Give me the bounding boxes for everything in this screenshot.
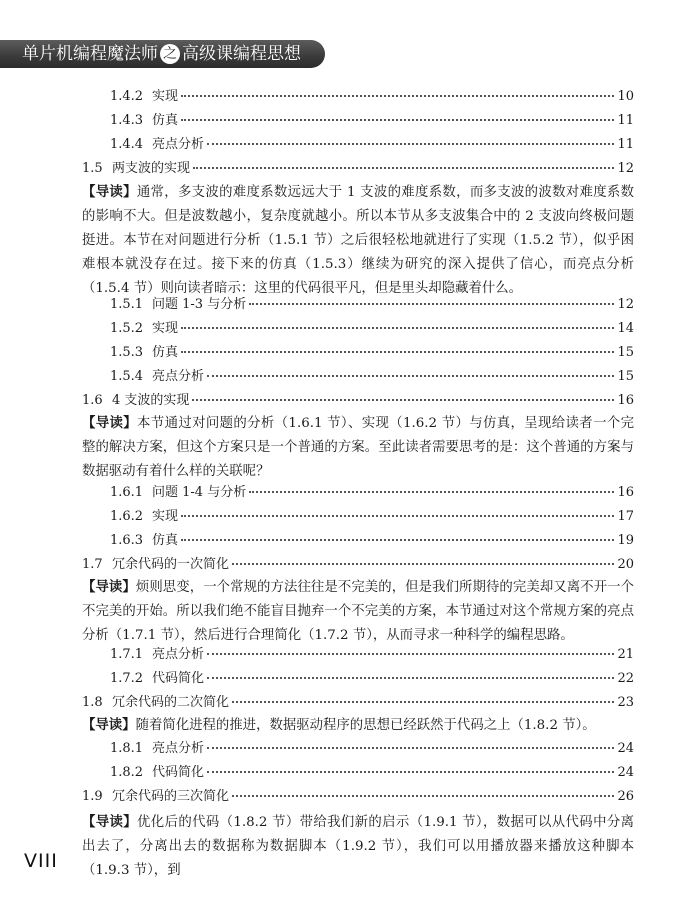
toc-entry-number: 1.8.2 <box>110 765 144 780</box>
toc-entry-page: 24 <box>617 765 634 780</box>
toc-guide-paragraph <box>82 411 634 484</box>
header-title-mid: 之 <box>160 44 180 64</box>
toc-entry-number: 1.5.2 <box>110 321 144 336</box>
toc-subsection-entry[interactable] <box>110 368 634 386</box>
toc-entry-title: 亮点分析 <box>152 137 205 152</box>
header-title-right: 高级课编程思想 <box>182 44 301 64</box>
toc-entry-page: 24 <box>617 741 634 756</box>
toc-dot-leader <box>207 143 614 145</box>
toc-entry-title: 实现 <box>152 321 179 336</box>
toc-entry-number: 1.4.2 <box>110 89 144 104</box>
header-title-left: 单片机编程魔法师 <box>22 44 158 64</box>
toc-entry-page: 20 <box>617 557 634 572</box>
toc-dot-leader <box>232 563 614 565</box>
toc-dot-leader <box>193 167 614 169</box>
toc-entry-number: 1.5.4 <box>110 369 144 384</box>
toc-subsection-entry[interactable] <box>110 136 634 154</box>
toc-entry-page: 10 <box>617 89 634 104</box>
toc-entry-number: 1.8.1 <box>110 741 144 756</box>
toc-subsection-entry[interactable] <box>110 88 634 106</box>
toc-entry-number: 1.6.1 <box>110 485 144 500</box>
toc-entry-title: 实现 <box>152 509 179 524</box>
toc-subsection-entry[interactable] <box>110 646 634 664</box>
toc-entry-page: 16 <box>617 485 634 500</box>
toc-subsection-entry[interactable] <box>110 670 634 688</box>
toc-entry-title: 亮点分析 <box>152 369 205 384</box>
toc-section-entry[interactable] <box>82 788 634 806</box>
toc-entry-page: 23 <box>617 695 634 710</box>
toc-entry-title: 问题 1-4 与分析 <box>152 485 247 500</box>
toc-subsection-entry[interactable] <box>110 344 634 362</box>
toc-subsection-entry[interactable] <box>110 532 634 550</box>
toc-entry-title: 仿真 <box>152 345 179 360</box>
guide-tag: 【导读】 <box>82 184 137 200</box>
guide-tag: 【导读】 <box>82 814 138 830</box>
toc-entry-title: 亮点分析 <box>152 647 205 662</box>
toc-entry-page: 11 <box>617 113 634 128</box>
toc-dot-leader <box>249 491 614 493</box>
toc-entry-page: 17 <box>617 509 634 524</box>
toc-entry-page: 16 <box>617 393 634 408</box>
toc-entry-number: 1.5.1 <box>110 297 144 312</box>
toc-entry-page: 14 <box>617 321 634 336</box>
toc-entry-number: 1.7.1 <box>110 647 144 662</box>
toc-dot-leader <box>207 771 614 773</box>
toc-dot-leader <box>181 327 614 329</box>
toc-entry-page: 12 <box>617 297 634 312</box>
toc-entry-page: 11 <box>617 137 634 152</box>
toc-dot-leader <box>181 119 614 121</box>
toc-entry-number: 1.4.4 <box>110 137 144 152</box>
toc-entry-number: 1.6 <box>82 393 103 408</box>
toc-section-entry[interactable] <box>82 160 634 178</box>
toc-entry-page: 12 <box>617 161 634 176</box>
toc-entry-page: 26 <box>617 789 634 804</box>
toc-entry-title: 4 支波的实现 <box>112 393 190 408</box>
guide-tag: 【导读】 <box>82 717 136 733</box>
toc-dot-leader <box>181 95 614 97</box>
toc-guide-paragraph <box>82 575 634 648</box>
toc-guide-paragraph <box>82 713 634 738</box>
toc-dot-leader <box>249 303 614 305</box>
toc-dot-leader <box>181 351 614 353</box>
toc-subsection-entry[interactable] <box>110 508 634 526</box>
guide-text: 烦则思变，一个常规的方法往往是不完美的，但是我们所期待的完美却又离不开一个不完美的开始。所以我们绝不能盲目抛弃一个不完美的方案，本节通过对这个常规方案的亮点分析（1.7.1 节），然后进行合理简化（1.7.2 节），从而寻求一种科学的编程思路。 <box>82 580 635 643</box>
toc-entry-title: 两支波的实现 <box>112 161 191 176</box>
toc-dot-leader <box>192 399 614 401</box>
toc-entry-number: 1.6.2 <box>110 509 144 524</box>
toc-subsection-entry[interactable] <box>110 484 634 502</box>
toc-dot-leader <box>207 677 614 679</box>
guide-tag: 【导读】 <box>82 415 138 431</box>
guide-text: 优化后的代码（1.8.2 节）带给我们新的启示（1.9.1 节），数据可以从代码中分离出去了，分离出去的数据称为数据脚本（1.9.2 节），我们可以用播放器来播放这种脚本（1.9.3 节），到 <box>82 815 634 878</box>
toc-entry-title: 冗余代码的三次简化 <box>112 789 230 804</box>
toc-subsection-entry[interactable] <box>110 320 634 338</box>
toc-entry-title: 实现 <box>152 89 179 104</box>
guide-tag: 【导读】 <box>82 579 136 595</box>
toc-entry-number: 1.9 <box>82 789 103 804</box>
toc-entry-title: 问题 1-3 与分析 <box>152 297 247 312</box>
toc-entry-number: 1.8 <box>82 695 103 710</box>
toc-dot-leader <box>207 747 614 749</box>
toc-entry-title: 仿真 <box>152 533 179 548</box>
toc-entry-number: 1.7.2 <box>110 671 144 686</box>
toc-entry-number: 1.6.3 <box>110 533 144 548</box>
toc-dot-leader <box>207 653 614 655</box>
toc-entry-title: 冗余代码的一次简化 <box>112 557 230 572</box>
page-number: VIII <box>24 850 58 872</box>
guide-text: 随着简化进程的推进，数据驱动程序的思想已经跃然于代码之上（1.8.2 节）。 <box>135 718 596 733</box>
toc-section-entry[interactable] <box>82 556 634 574</box>
toc-entry-title: 冗余代码的二次简化 <box>112 695 230 710</box>
toc-guide-paragraph <box>82 180 634 301</box>
toc-entry-page: 21 <box>617 647 634 662</box>
toc-entry-page: 22 <box>617 671 634 686</box>
toc-dot-leader <box>181 539 614 541</box>
toc-entry-number: 1.5 <box>82 161 103 176</box>
toc-entry-number: 1.7 <box>82 557 103 572</box>
toc-entry-number: 1.4.3 <box>110 113 144 128</box>
toc-dot-leader <box>181 515 614 517</box>
toc-dot-leader <box>207 375 614 377</box>
toc-entry-page: 15 <box>617 345 634 360</box>
toc-entry-page: 19 <box>617 533 634 548</box>
toc-entry-number: 1.5.3 <box>110 345 144 360</box>
toc-entry-title: 代码简化 <box>152 671 205 686</box>
toc-entry-page: 15 <box>617 369 634 384</box>
toc-entry-title: 亮点分析 <box>152 741 205 756</box>
toc-subsection-entry[interactable] <box>110 112 634 130</box>
toc-dot-leader <box>232 701 614 703</box>
guide-text: 通常，多支波的难度系数远远大于 1 支波的难度系数，而多支波的波数对难度系数的影响不大。但是波数越小，复杂度就越小。所以本节从多支波集合中的 2 支波向终极问题挺进。本节在对问题进行分析（1.5.1 节）之后很轻松地就进行了实现（1.5.2 节），似乎困难根本就没存在过。接下来的仿真（1.5.3）继续为研究的深入提供了信心，而亮点分析（1.5.4 节）则向读者暗示：这里的代码很平凡，但是里头却隐藏着什么。 <box>82 185 635 296</box>
toc-subsection-entry[interactable] <box>110 764 634 782</box>
toc-section-entry[interactable] <box>82 392 634 410</box>
toc-subsection-entry[interactable] <box>110 296 634 314</box>
toc-entry-title: 仿真 <box>152 113 179 128</box>
toc-guide-paragraph <box>82 810 634 883</box>
toc-section-entry[interactable] <box>82 694 634 712</box>
toc-dot-leader <box>232 795 614 797</box>
toc-subsection-entry[interactable] <box>110 740 634 758</box>
toc-entry-title: 代码简化 <box>152 765 205 780</box>
guide-text: 本节通过对问题的分析（1.6.1 节）、实现（1.6.2 节）与仿真，呈现给读者一个完整的解决方案，但这个方案只是一个普通的方案。至此读者需要思考的是：这个普通的方案与数据驱动有着什么样的关联呢？ <box>82 416 634 479</box>
